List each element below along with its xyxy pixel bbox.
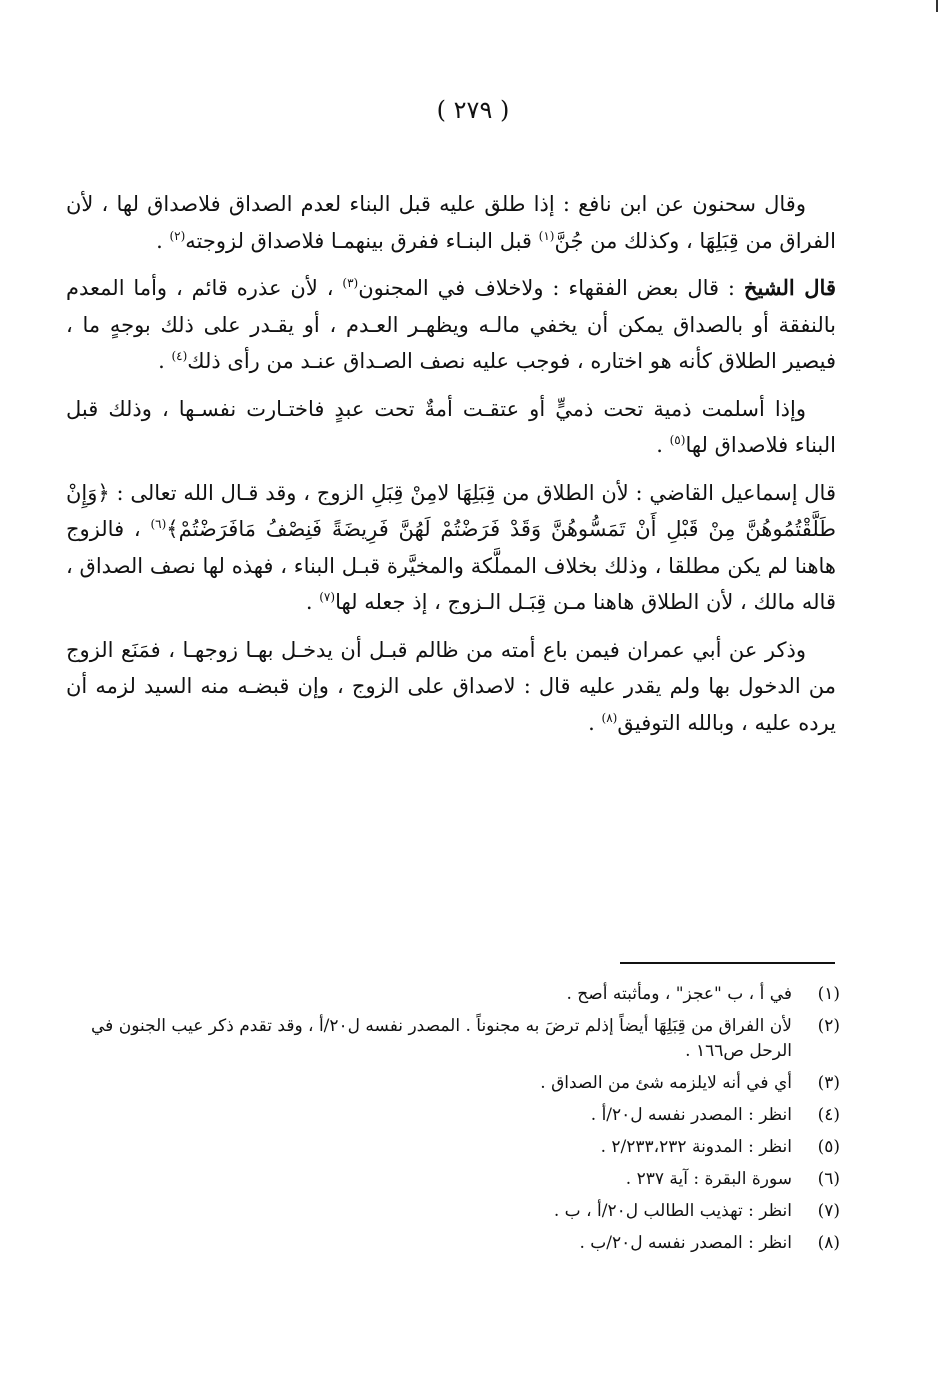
- footnote-ref: (١): [538, 228, 555, 243]
- paragraph-text: .: [158, 349, 172, 373]
- paragraph-4: [66, 475, 836, 621]
- footnote: [60, 1103, 840, 1128]
- scan-edge-mark: [936, 0, 946, 12]
- footnote-number: (٤): [817, 1105, 840, 1125]
- paragraph-5: [66, 632, 836, 742]
- footnote-ref: (٨): [601, 710, 618, 725]
- paragraph-text: .: [588, 710, 602, 735]
- footnote-number: (٧): [817, 1201, 840, 1221]
- footnote-ref: (٣): [342, 276, 359, 290]
- footnote-ref: (٧): [319, 590, 336, 604]
- paragraph-text: ، فالزوج هاهنا لم يكن مطلقا ، وذلك بخلاف المملَّكة والمخيَّرة قبـل البناء ، فهذه لها نصف الصداق ، قاله مالك ، لأن الطلاق هاهنا مـن قِبَـل الـزوج ، إذ جعله لها: [66, 517, 836, 614]
- paragraph-text: : قال بعض الفقهاء : ولاخلاف في المجنون: [358, 276, 744, 300]
- footnote: [60, 1071, 840, 1096]
- main-text: [66, 186, 836, 752]
- footnote-number: (٥): [817, 1137, 840, 1157]
- page-number: ( ٢٧٩ ): [436, 96, 510, 124]
- footnote-text: انظر : المدونة ٢/٢٣٣،٢٣٢ .: [600, 1137, 792, 1157]
- footnote-text: أي في أنه لايلزمه شئ من الصداق .: [540, 1073, 792, 1093]
- footnote-number: (٨): [817, 1233, 840, 1253]
- paragraph-text: قال إسماعيل القاضي : لأن الطلاق من قِبَلِهَا لامِنْ قِبَلِ الزوج ، وقد قـال الله تعالى : ﴿وَإِنْ طَلَّقْتُمُوهُنَّ مِنْ قَبْلِ أَنْ تَمَسُّوهُنَّ وَقَدْ فَرَضْتُمْ لَهُنَّ فَرِيضَةً فَنِصْفُ مَافَرَضْتُمْ﴾: [66, 480, 836, 541]
- footnote-number: (٢): [817, 1016, 840, 1036]
- footnote: [60, 1167, 840, 1192]
- paragraph-text: .: [305, 590, 320, 614]
- paragraph-text: .: [156, 228, 170, 253]
- footnote-text: انظر : المصدر نفسه ل٢٠/أ .: [590, 1105, 792, 1125]
- footnotes: [60, 982, 840, 1263]
- footnote-ref: (٤): [171, 349, 188, 363]
- footnote: [60, 1135, 840, 1160]
- footnote-separator: [620, 962, 835, 964]
- paragraph-text: قبل البنـاء ففرق بينهمـا فلاصداق لزوجته: [185, 228, 539, 253]
- paragraph-3: [66, 391, 836, 464]
- paragraph-text: وإذا أسلمت ذمية تحت ذميٍّ أو عتقـت أمةٌ تحت عبدٍ فاختـارت نفسـها ، وذلك قبل البناء فلاصداق لها: [66, 396, 836, 457]
- footnote-text: انظر : تهذيب الطالب ل٢٠/أ ، ب .: [553, 1201, 792, 1221]
- paragraph-2: [66, 270, 836, 380]
- paragraph-1: [66, 186, 836, 259]
- footnote-text: لأن الفراق من قِبَلِهَا أيضاً إذلم ترضَ به مجنوناً . المصدر نفسه ل٢٠/أ ، وقد تقدم ذكر عيب الجنون في الرحل ص١٦٦ .: [91, 1016, 792, 1061]
- footnote: [60, 1231, 840, 1256]
- paragraph-lead: قال الشيخ: [743, 275, 836, 300]
- paragraph-text: .: [656, 433, 670, 457]
- paragraph-text: ، لأن عذره قائم ، وأما المعدم بالنفقة أو بالصداق يمكن أن يخفي مالـه ويظهـر العـدم ، أو يقـدر على ذلك بوجهٍ ما ، فيصير الطلاق كأنه هو اختاره ، فوجب عليه نصف الصـداق عنـد من رأى ذلك: [66, 276, 836, 373]
- footnote: [60, 982, 840, 1007]
- paragraph-text: وقال سحنون عن ابن نافع : إذا طلق عليه قبل البناء لعدم الصداق فلاصداق لها ، لأن الفراق من قِبَلِهَا ، وكذلك من جُنَّ: [66, 192, 836, 253]
- footnote-number: (٣): [817, 1073, 840, 1093]
- footnote-text: سورة البقرة : آية ٢٣٧ .: [625, 1169, 792, 1189]
- footnote: [60, 1199, 840, 1224]
- paragraph-text: وذكر عن أبي عمران فيمن باع أمته من ظالم قبـل أن يدخـل بهـا زوجهـا ، فمَنَع الزوج من الدخول بها ولم يقدر عليه قال : لاصداق على الزوج ، وإن قبضـه منه السيد لزمه أن يرده عليه ، وبالله التوفيق: [66, 637, 836, 735]
- footnote: [60, 1014, 840, 1064]
- footnote-ref: (٥): [669, 433, 686, 447]
- footnote-text: انظر : المصدر نفسه ل٢٠/ب .: [579, 1233, 792, 1253]
- footnote-ref: (٦): [150, 517, 167, 531]
- footnote-number: (١): [817, 984, 840, 1004]
- footnote-number: (٦): [817, 1169, 840, 1189]
- footnote-text: في أ ، ب "عجز" ، ومأثبته أصح .: [566, 984, 792, 1004]
- footnote-ref: (٢): [169, 228, 186, 243]
